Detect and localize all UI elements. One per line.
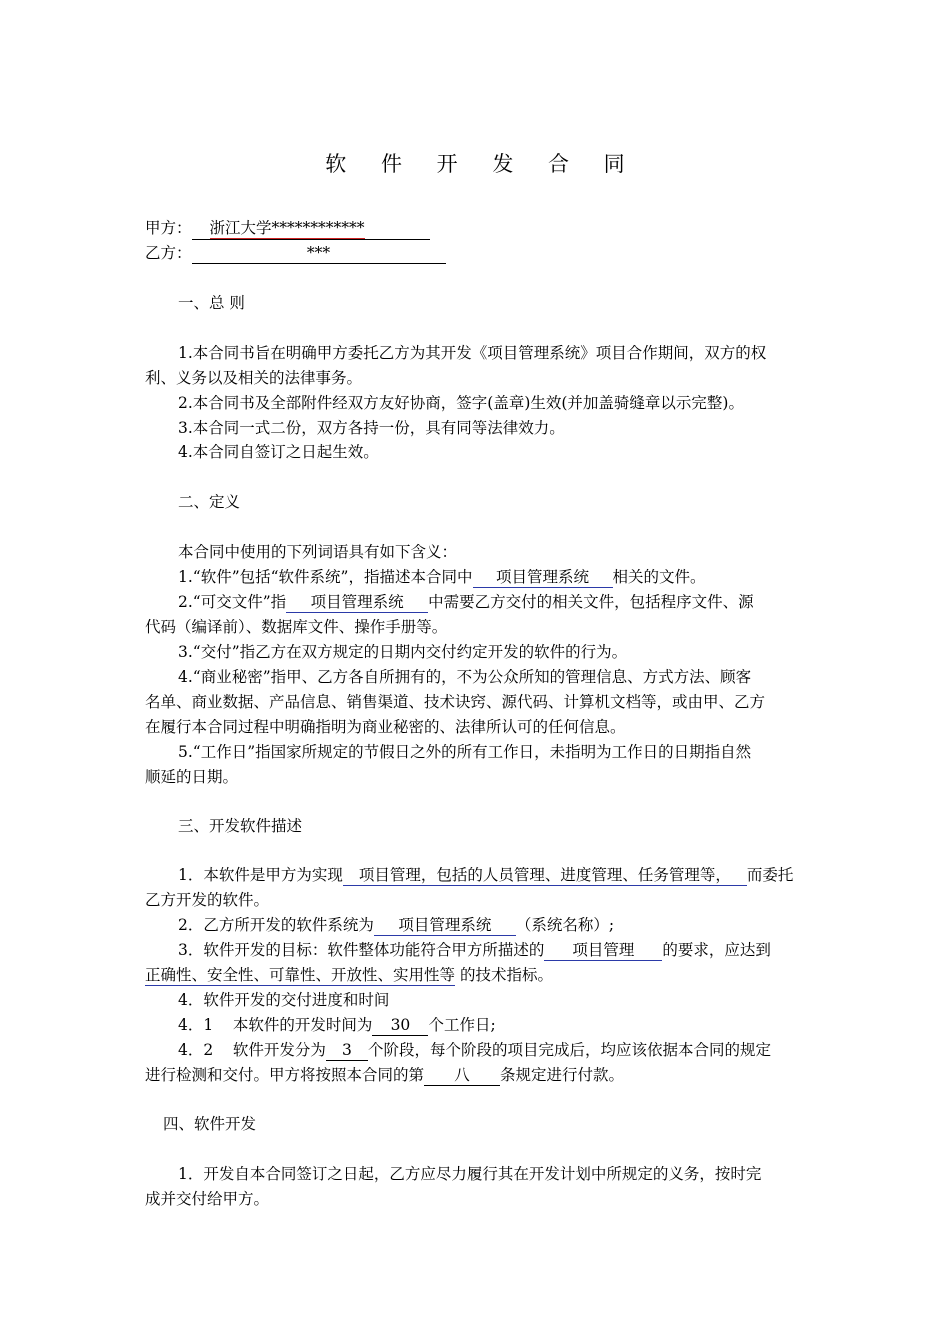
- party-a-blank: [192, 218, 430, 240]
- s3-s42-line2: [145, 1063, 624, 1087]
- s3-s1-line2: 乙方开发的软件。: [145, 891, 270, 909]
- section1-heading: 一、总 则: [178, 294, 245, 312]
- section3-heading: 三、开发软件描述: [178, 817, 303, 835]
- s1-p4: 4.本合同自签订之日起生效。: [178, 443, 379, 461]
- document-title: 软 件 开 发 合 同: [325, 152, 639, 176]
- s3-s1-fill: 项目管理，包括的人员管理、进度管理、任务管理等，: [343, 865, 747, 886]
- s3-s1-pre: 1．本软件是甲方为实现: [178, 866, 343, 884]
- s3-s3-post2: 的技术指标。: [459, 966, 553, 984]
- s3-s3: [178, 938, 771, 962]
- s3-s42-post: 个阶段，每个阶段的项目完成后，均应该依据本合同的规定: [367, 1041, 771, 1059]
- s2-d1-pre: 1.“软件”包括“软件系统”，指描述本合同中: [178, 568, 473, 586]
- s4-p1-line2: 成并交付给甲方。: [145, 1190, 270, 1208]
- s3-s41-pre: 4．1 本软件的开发时间为: [178, 1016, 373, 1034]
- s3-s2-post: （系统名称）;: [515, 916, 615, 934]
- s3-s41-fill: 30: [372, 1015, 428, 1036]
- s3-s3-post: 的要求，应达到: [662, 941, 771, 959]
- s3-s2: [178, 913, 614, 937]
- s2-d1-post: 相关的文件。: [612, 568, 706, 586]
- s3-s42: [178, 1038, 771, 1062]
- section2-heading: 二、定义: [178, 493, 241, 511]
- party-b-value: ***: [192, 243, 446, 264]
- s1-p2: 2.本合同书及全部附件经双方友好协商，签字(盖章)生效(并加盖骑缝章以示完整)。: [178, 394, 744, 412]
- s1-p1-line1: 1.本合同书旨在明确甲方委托乙方为其开发《项目管理系统》项目合作期间，双方的权: [178, 344, 767, 362]
- s3-s1: [178, 863, 793, 887]
- s2-d1-fill: 项目管理系统: [473, 567, 613, 588]
- s3-s41-post: 个工作日;: [428, 1016, 496, 1034]
- s1-p1-line2: 利、义务以及相关的法律事务。: [145, 369, 363, 387]
- s3-s3-line2: [145, 963, 553, 987]
- s2-d5-line2: 顺延的日期。: [145, 768, 239, 786]
- s2-d2-line2: 代码（编译前）、数据库文件、操作手册等。: [145, 618, 448, 636]
- s2-d2-fill: 项目管理系统: [286, 592, 428, 613]
- s1-p3: 3.本合同一式二份，双方各持一份，具有同等法律效力。: [178, 419, 565, 437]
- s3-s42-line2-post: 条规定进行付款。: [500, 1066, 625, 1084]
- s4-p1-line1: 1．开发自本合同签订之日起，乙方应尽力履行其在开发计划中所规定的义务，按时完: [178, 1165, 762, 1183]
- s3-s42-fill2: 八: [424, 1065, 500, 1086]
- party-a-row: [145, 216, 430, 240]
- s3-s42-pre: 4．2 软件开发分为: [178, 1041, 326, 1059]
- s3-s3-pre: 3．软件开发的目标：软件整体功能符合甲方所描述的: [178, 941, 545, 959]
- s2-d2-post: 中需要乙方交付的相关文件，包括程序文件、源: [428, 593, 754, 611]
- s3-s2-fill: 项目管理系统: [374, 915, 516, 936]
- s2-d5-line1: 5.“工作日”指国家所规定的节假日之外的所有工作日，未指明为工作日的日期指自然: [178, 743, 752, 761]
- s3-s3-fill: 项目管理: [544, 940, 662, 961]
- s2-d2-pre: 2.“可交文件”指: [178, 593, 287, 611]
- s2-d4-line3: 在履行本合同过程中明确指明为商业秘密的、法律所认可的任何信息。: [145, 718, 626, 736]
- party-b-row: [145, 241, 446, 265]
- s3-s42-fill: 3: [326, 1040, 368, 1061]
- party-a-value: 浙江大学************: [209, 219, 365, 237]
- s3-s2-pre: 2．乙方所开发的软件系统为: [178, 916, 374, 934]
- s3-s42-line2-pre: 进行检测和交付。甲方将按照本合同的第: [145, 1066, 425, 1084]
- s3-s4: 4．软件开发的交付进度和时间: [178, 991, 390, 1009]
- s2-intro: 本合同中使用的下列词语具有如下含义：: [178, 543, 458, 561]
- s2-d4-line1: 4.“商业秘密”指甲、乙方各自所拥有的，不为公众所知的管理信息、方式方法、顾客: [178, 668, 752, 686]
- s3-s3-fill2: 正确性、安全性、可靠性、开放性、实用性等: [145, 966, 456, 984]
- s2-d4-line2: 名单、商业数据、产品信息、销售渠道、技术诀窍、源代码、计算机文档等，或由甲、乙方: [145, 693, 766, 711]
- party-a-label: 甲方：: [145, 219, 192, 237]
- s3-s41: [178, 1013, 496, 1037]
- s2-d3: 3.“交付”指乙方在双方规定的日期内交付约定开发的软件的行为。: [178, 643, 628, 661]
- s2-d2: [178, 590, 754, 614]
- s2-d1: [178, 565, 706, 589]
- section4-heading: 四、软件开发: [163, 1115, 257, 1133]
- party-b-label: 乙方：: [145, 244, 192, 262]
- s3-s1-post: 而委托: [746, 866, 794, 884]
